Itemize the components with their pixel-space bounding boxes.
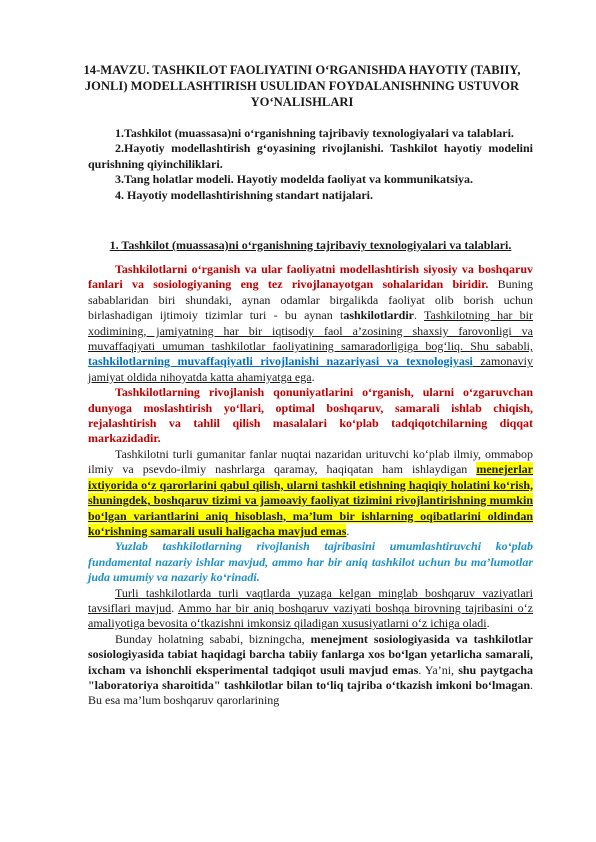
paragraph <box>88 262 533 385</box>
outline-item: 1.Tashkilot (muassasa)ni o‘rganishning tajribaviy texnologiyalari va talablari. <box>115 126 514 140</box>
section-heading: 1. Tashkilot (muassasa)ni o‘rganishning tajribaviy texnologiyalari va talablari. <box>109 238 512 252</box>
emphasis-red: Tashkilotlarni o‘rganish va ular faoliyatni modellashtirish siyosiy va boshqaruv fanlari va sosiologiyaning eng tez rivojlanayotgan sohalaridan biridir. <box>88 262 533 292</box>
text: . <box>414 308 425 323</box>
text-underlined: Turli tashkilotlarda turli vaqtlarda yuzaga kelgan minglab boshqaruv vaziyatlari tavsiflari mavjud <box>88 585 533 615</box>
text-underlined: Tashkilotning har bir xodimining, jamiyatning har bir iqtisodiy faol a’zosining shaxsiy farovonligi va muvaffaqiyati umuman tashkilotlar faoliyatining samaradorligiga bog‘liq. Shu sababli, <box>88 308 533 354</box>
text: . <box>486 616 490 631</box>
outline-item: 3.Tang holatlar modeli. Hayotiy modelda faoliyat va kommunikatsiya. <box>115 172 474 187</box>
outline-item: 2.Hayotiy modellashtirish g‘oyasining rivojlanishi. Tashkilot hayotiy modelini qurishning qiyinchiliklari. <box>88 141 533 171</box>
text: . <box>346 523 350 538</box>
highlighted-text: menejerlar ixtiyorida o‘z qarorlarini qabul qilish, ularni tashkil etishning haqiqiy holatini ko‘rish, shuningdek, boshqaruv tizimi va jamoaviy faoliyat tizimini rivojlantirishning mumkin bo‘lgan variantlarini aniq hisoblash, ma’lum bir ishlarning oqibatlarini oldindan ko‘rishning samarali usuli haligacha mavjud emas <box>88 462 533 538</box>
text: Tashkilotni turli gumanitar fanlar nuqtai nazaridan urituvchi ko‘plab ilmiy, ommabop ilmiy va psevdo-ilmiy nashrlarga qaramay, haqiqatan ham ishlaydigan <box>88 446 533 477</box>
topic-outline <box>88 126 533 203</box>
paragraph <box>88 447 533 539</box>
hyperlink[interactable]: tashkilotlarning muvaffaqiyatli rivojlanishi nazariyasi va texnologiyasi <box>88 354 473 369</box>
text: . <box>171 600 178 615</box>
text-bold: menejment sosiologiyasida va tashkilotlar sosiologiyasida tabiat haqidagi barcha tabiiy fanlarga xos bo‘lgan yetarlicha samarali, ixcham va ishonchli eksperimental tadqiqot usuli mavjud emas <box>88 631 534 677</box>
text: . <box>311 369 315 384</box>
text-underlined: zamonaviy jamiyat oldida nihoyatda katta ahamiyatga ega <box>88 354 533 384</box>
outline-item: 4. Hayotiy modellashtirishning standart natijalari. <box>115 187 374 202</box>
page-title: 14-MAVZU. TASHKILOT FAOLIYATINI O‘RGANISHDA HAYOTIY (TABIIY, JONLI) MODELLASHTIRISH USULIDAN FOYDALANISHNING USTUVOR YO‘NALISHLARI <box>83 63 521 109</box>
text: Bunday holatning sababi, bizningcha, <box>115 631 311 646</box>
paragraph <box>88 632 533 709</box>
text-underlined: Ammo har bir aniq boshqaruv vaziyati boshqa birovning tajribasini o‘z amaliyotiga bevosita o‘tkazishni imkonsiz qiladigan xususiyatlarni o‘z ichiga oladi <box>88 600 533 631</box>
paragraph <box>88 586 533 632</box>
text: . Bu esa ma’lum boshqaruv qarorlarining <box>88 677 533 708</box>
paragraph <box>88 539 533 585</box>
text-bold: shu paytgacha "laboratoriya sharoitida" tashkilotlar bilan to‘liq tajriba o‘tkazish imkoni bo‘lmagan <box>88 662 533 692</box>
text: . Ya’ni, <box>418 662 459 677</box>
paragraph <box>88 385 533 447</box>
text-bold: ashkilotlardir <box>343 308 414 323</box>
emphasis-italic: Yuzlab tashkilotlarning rivojlanish tajribasini umumlashtiruvchi ko‘plab fundamental nazariy ishlar mavjud, ammo har bir aniq tashkilot uchun bu ma’lumotlar juda umumiy va nazariy ko‘rinadi. <box>88 539 533 585</box>
section-body <box>88 262 533 709</box>
emphasis-red: Tashkilotlarning rivojlanish qonuniyatlarini o‘rganish, ularni o‘zgaruvchan dunyoga moslashtirish yo‘llari, optimal boshqaruv, samarali ishlab chiqish, rejalashtirish va tahlil qilish masalalari ko‘plab tadqiqotchilarning diqqat markazidadir. <box>88 385 533 446</box>
text: Buning sabablaridan biri shundaki, aynan odamlar birgalikda faoliyat olib borish uchun birlashadigan ijtimoiy tizimlar turi - bu aynan t <box>88 277 533 323</box>
